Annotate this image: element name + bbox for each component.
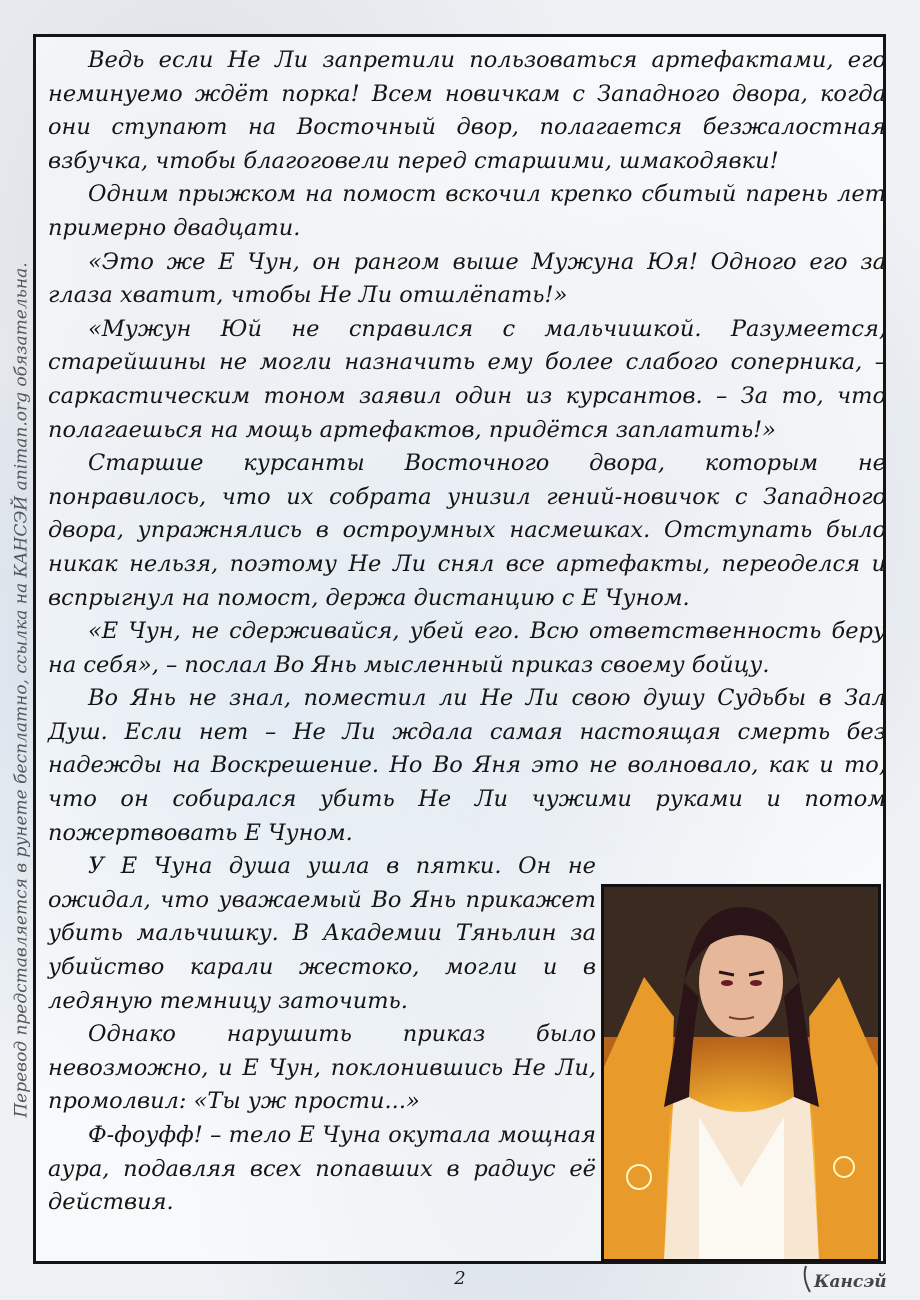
paragraph: «Это же Е Чун, он рангом выше Мужуна Юя! Одного его за глаза хватит, чтобы Не Ли отшлёпать!» (48, 248, 886, 309)
kansei-logo (800, 1262, 900, 1296)
paragraph: Старшие курсанты Восточного двора, которым не понравилось, что их собрата унизил гений-новичок с Западного двора, упражнялись в остроумных насмешках. Отступать было никак нельзя, поэтому Не Ли снял все артефакты, переоделся и вспрыгнул на помост, держа дистанцию с Е Чуном. (48, 450, 886, 611)
paragraph: Одним прыжком на помост вскочил крепко сбитый парень лет примерно двадцати. (48, 181, 886, 241)
paragraph: «Е Чун, не сдерживайся, убей его. Всю ответственность беру на себя», – послал Во Янь мысленный приказ своему бойцу. (48, 618, 886, 678)
wrapped-text-block (48, 850, 596, 1220)
translation-notice-text: Перевод представляется в рунете бесплатно, ссылка на КАНСЭЙ animan.org обязательна. (12, 262, 32, 1118)
paragraph: Во Янь не знал, поместил ли Не Ли свою душу Судьбы в Зал Душ. Если нет – Не Ли ждала самая настоящая смерть без надежды на Воскрешение. Но Во Яня это не волновало, как и то, что он собирался убить Не Ли чужими руками и потом пожертвовать Е Чуном. (48, 685, 886, 846)
logo-text: Кансэй (814, 1272, 887, 1292)
character-portrait (601, 884, 881, 1262)
paragraph: У Е Чуна душа ушла в пятки. Он не ожидал, что уважаемый Во Янь прикажет убить мальчишку. В Академии Тяньлин за убийство карали жестоко, могли и в ледяную темницу заточить. (48, 853, 596, 1014)
paragraph: «Мужун Юй не справился с мальчишкой. Разумеется, старейшины не могли назначить ему более слабого соперника, – саркастическим тоном заявил один из курсантов. – За то, что полагаешься на мощь артефактов, придётся заплатить!» (48, 315, 886, 443)
portrait-illustration (604, 887, 878, 1259)
page-number: 2 (454, 1268, 466, 1289)
paragraph: Ф-фоуфф! – тело Е Чуна окутала мощная аура, подавляя всех попавших в радиус её действия. (48, 1122, 596, 1216)
paragraph: Ведь если Не Ли запретили пользоваться артефактами, его неминуемо ждёт порка! Всем новичкам с Западного двора, когда они ступают на Восточный двор, полагается безжалостная взбучка, чтобы благоговели перед старшими, шмакодявки! (48, 47, 886, 174)
paragraph: Однако нарушить приказ было невозможно, и Е Чун, поклонившись Не Ли, промолвил: «Ты уж прости...» (48, 1021, 596, 1115)
